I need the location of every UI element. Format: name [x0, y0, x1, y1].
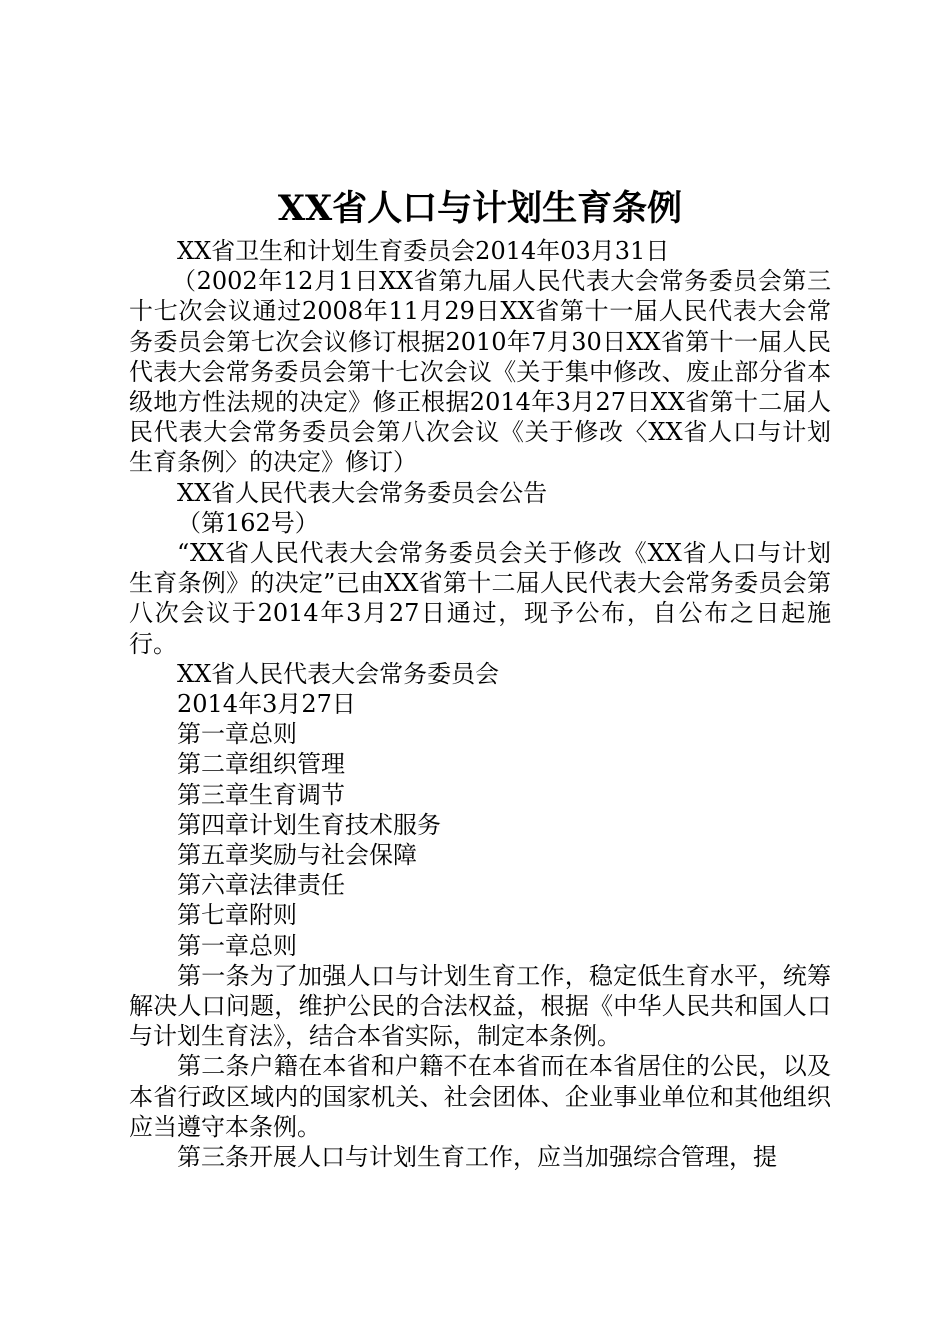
toc-item: 第二章组织管理: [177, 750, 345, 779]
source-line: XX省卫生和计划生育委员会2014年03月31日: [177, 237, 670, 265]
toc-item: 第六章法律责任: [177, 871, 345, 900]
revision-history: （2002年12月1日XX省第九届人民代表大会常务委员会第三十七次会议通过2008年11月29日XX省第十一届人民代表大会常务委员会第七次会议修订根据2010年7月30日XX省第十一届人民代表大会常务委员会第十七次会议《关于集中修改、废止部分省本级地方性法规的决定》修正根据2014年3月27日XX省第十二届人民代表大会常务委员会第八次会议《关于修改〈XX省人口与计划生育条例〉的决定》修订）: [129, 267, 831, 477]
announcement-body: “XX省人民代表大会常务委员会关于修改《XX省人口与计划生育条例》的决定”已由XX省第十二届人民代表大会常务委员会第八次会议于2014年3月27日通过，现予公布，自公布之日起施行。: [129, 539, 831, 658]
document-page: [129, 186, 831, 1172]
toc-item: 第一章总则: [177, 720, 297, 749]
signer: XX省人民代表大会常务委员会: [177, 659, 500, 688]
toc-item: 第三章生育调节: [177, 780, 345, 809]
announcement-org: XX省人民代表大会常务委员会公告: [177, 478, 548, 507]
document-title: XX省人口与计划生育条例: [277, 188, 683, 229]
toc-item: 第五章奖励与社会保障: [177, 841, 417, 870]
sign-date: 2014年3月27日: [177, 690, 356, 719]
toc-item: 第七章附则: [177, 901, 297, 930]
toc-item: 第四章计划生育技术服务: [177, 810, 441, 839]
article-3: 第三条开展人口与计划生育工作，应当加强综合管理，提: [177, 1143, 777, 1172]
announcement-number: （第162号）: [177, 508, 319, 537]
chapter-heading: 第一章总则: [177, 931, 297, 960]
article-1: 第一条为了加强人口与计划生育工作，稳定低生育水平，统筹解决人口问题，维护公民的合法权益，根据《中华人民共和国人口与计划生育法》，结合本省实际，制定本条例。: [129, 961, 831, 1051]
article-2: 第二条户籍在本省和户籍不在本省而在本省居住的公民，以及本省行政区域内的国家机关、社会团体、企业事业单位和其他组织应当遵守本条例。: [129, 1052, 831, 1141]
